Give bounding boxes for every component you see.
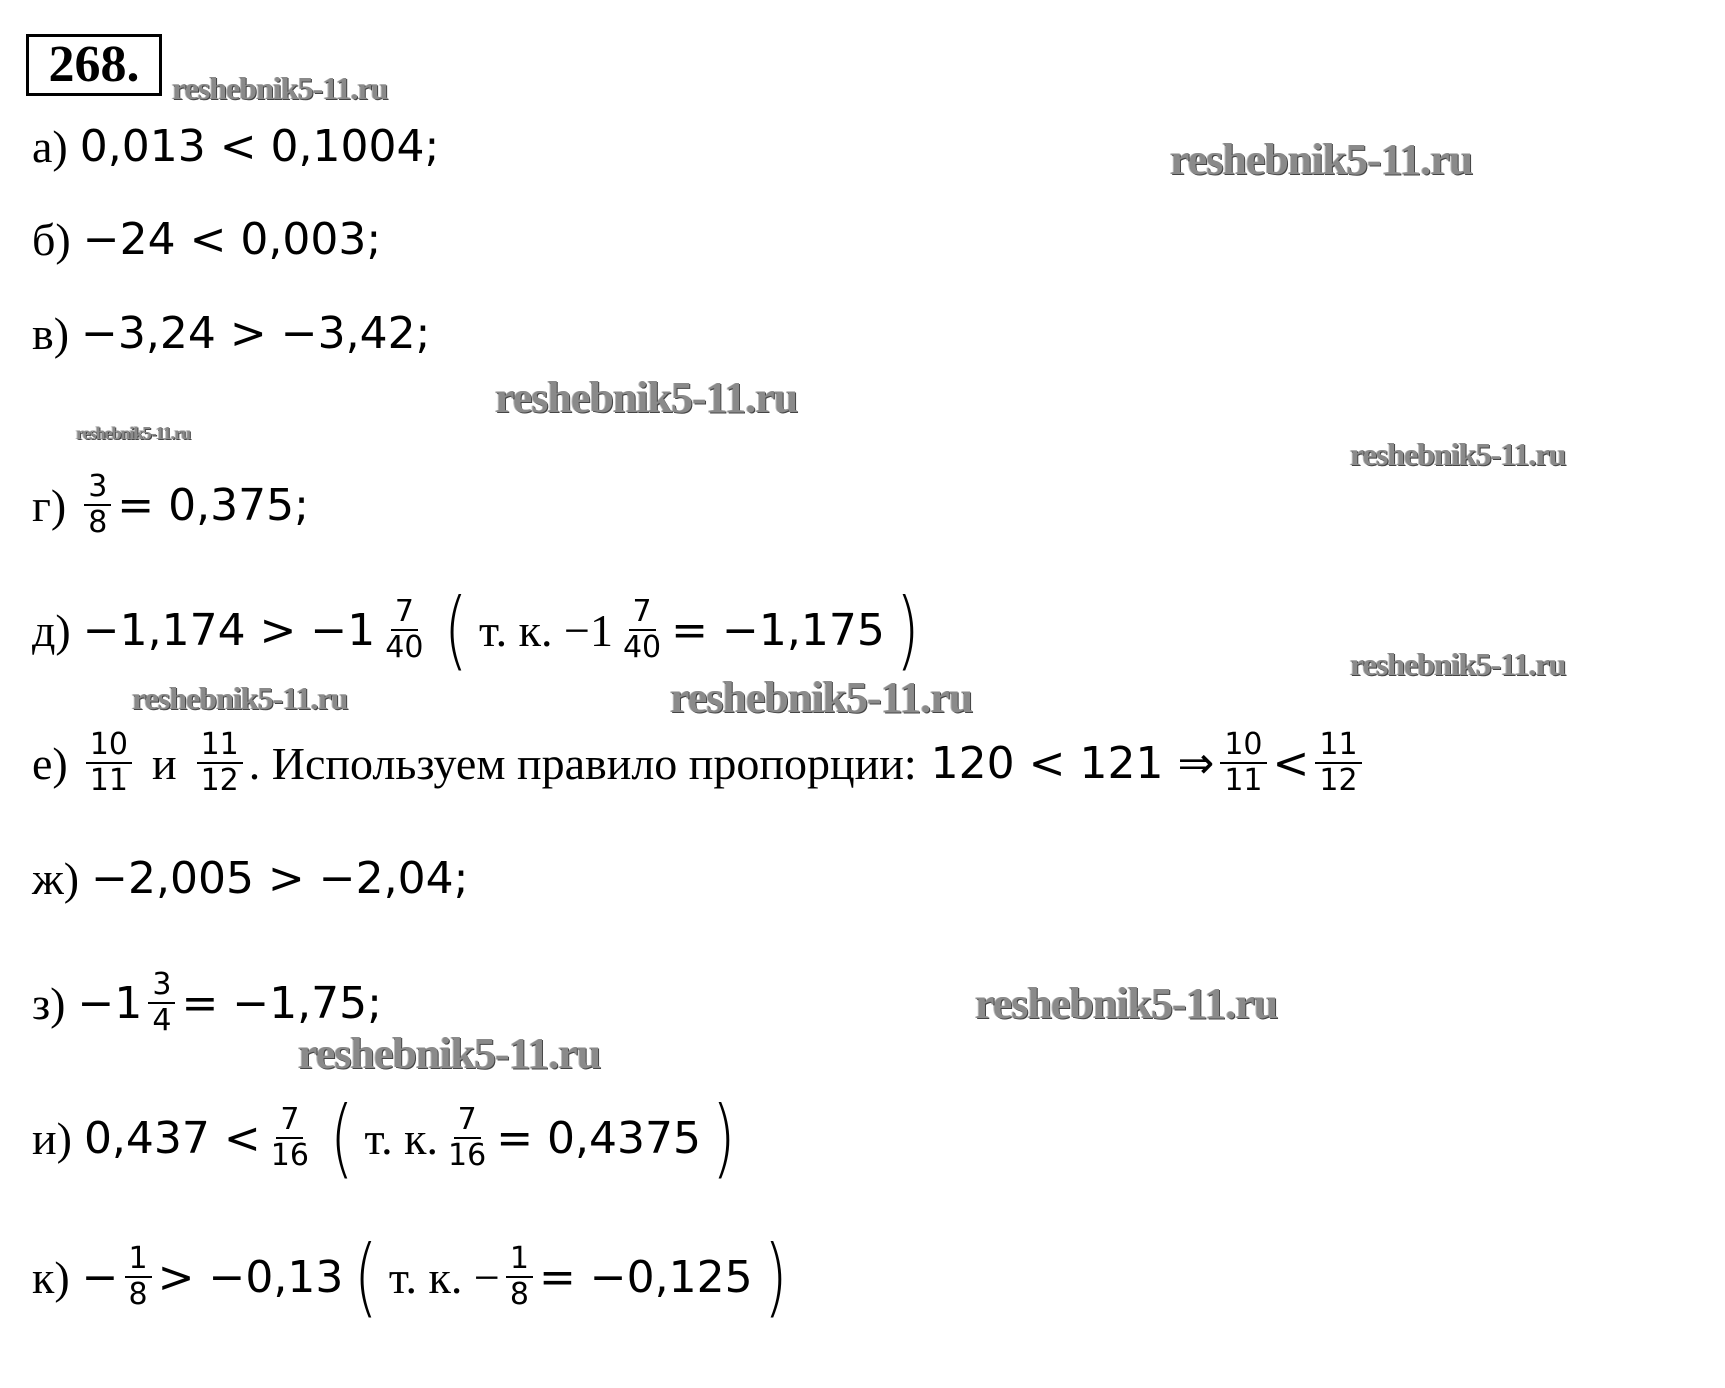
- fraction: [197, 728, 243, 798]
- item-i: [32, 1088, 747, 1188]
- fraction: [506, 1242, 533, 1312]
- watermark: reshebnik5-11.ru: [298, 1029, 601, 1078]
- item-v: [32, 303, 430, 363]
- fraction-denominator: 8: [509, 1277, 529, 1312]
- fraction: [125, 1242, 152, 1312]
- item-e: [32, 718, 1368, 808]
- watermark: reshebnik5-11.ru: [172, 70, 388, 106]
- fraction: [84, 470, 111, 540]
- fraction-numerator: 7: [391, 595, 418, 631]
- expression: −24 < 0,003;: [82, 213, 382, 265]
- fraction: [1315, 728, 1361, 798]
- watermark: reshebnik5-11.ru: [1170, 135, 1473, 184]
- fraction-numerator: 11: [197, 728, 243, 764]
- fraction: [86, 728, 132, 798]
- watermark: reshebnik5-11.ru: [1350, 646, 1566, 682]
- item-k: [32, 1227, 798, 1327]
- fraction-denominator: 11: [89, 763, 128, 798]
- open-paren: (: [354, 1227, 378, 1327]
- fraction: [444, 1103, 490, 1173]
- item-label: д): [32, 604, 71, 656]
- close-paren: ): [763, 1227, 788, 1327]
- expression: = −1,75;: [181, 977, 382, 1029]
- expression: = 0,4375: [496, 1112, 702, 1164]
- fraction-numerator: 1: [125, 1242, 152, 1278]
- item-label: в): [32, 307, 70, 359]
- fraction-numerator: 3: [84, 470, 111, 506]
- watermark: reshebnik5-11.ru: [132, 680, 348, 716]
- item-label: з): [32, 977, 66, 1029]
- close-paren: ): [895, 580, 920, 680]
- open-paren: (: [444, 580, 468, 680]
- expression: 120 < 121 ⇒: [930, 737, 1215, 789]
- fraction-denominator: 12: [200, 763, 239, 798]
- watermark: reshebnik5-11.ru: [76, 423, 191, 443]
- note-text: т. к. −1: [479, 604, 613, 656]
- fraction-denominator: 40: [622, 630, 662, 665]
- expression: = −0,125: [538, 1251, 753, 1303]
- expression: −1,174 > −1: [82, 604, 376, 656]
- watermark: reshebnik5-11.ru: [670, 673, 973, 722]
- expression: = −1,175: [671, 604, 885, 656]
- fraction-denominator: 40: [385, 630, 424, 665]
- fraction-denominator: 8: [88, 505, 108, 540]
- fraction-denominator: 16: [448, 1138, 487, 1173]
- fraction: [619, 595, 665, 665]
- fraction-denominator: 8: [128, 1277, 148, 1312]
- watermark: reshebnik5-11.ru: [975, 979, 1278, 1028]
- item-label: а): [32, 120, 68, 172]
- item-label: и): [32, 1112, 72, 1164]
- problem-number: 268.: [26, 34, 162, 96]
- item-zh: [32, 848, 468, 908]
- item-label: г): [32, 479, 67, 531]
- fraction-denominator: 11: [1224, 763, 1263, 798]
- expression: <: [1272, 737, 1310, 789]
- watermark: reshebnik5-11.ru: [495, 373, 798, 422]
- expression: 0,437 <: [83, 1112, 261, 1164]
- fraction-denominator: 4: [152, 1003, 172, 1038]
- note-text: . Используем правило пропорции:: [248, 737, 917, 789]
- fraction-numerator: 7: [629, 595, 656, 631]
- fraction-numerator: 7: [454, 1103, 481, 1139]
- expression: = 0,375;: [117, 479, 309, 531]
- expression: −: [81, 1251, 119, 1303]
- fraction: [381, 595, 427, 665]
- item-g: [32, 460, 309, 550]
- expression: > −0,13: [157, 1251, 344, 1303]
- fraction: [267, 1103, 313, 1173]
- fraction-numerator: 3: [148, 968, 175, 1004]
- item-b: [32, 209, 381, 269]
- fraction-numerator: 11: [1315, 728, 1361, 764]
- fraction-numerator: 10: [86, 728, 132, 764]
- item-label: к): [32, 1251, 70, 1303]
- fraction-numerator: 10: [1220, 728, 1266, 764]
- item-label: б): [32, 213, 71, 265]
- fraction-numerator: 7: [276, 1103, 303, 1139]
- conjunction: и: [151, 737, 177, 789]
- item-d: [32, 580, 930, 680]
- item-label: ж): [32, 852, 80, 904]
- item-label: е): [32, 737, 68, 789]
- watermark: reshebnik5-11.ru: [1350, 436, 1566, 472]
- note-text: т. к.: [364, 1112, 439, 1164]
- item-a: [32, 116, 439, 176]
- fraction-denominator: 12: [1319, 763, 1358, 798]
- fraction: [148, 968, 175, 1038]
- expression: −2,005 > −2,04;: [91, 852, 469, 904]
- expression: −3,24 > −3,42;: [81, 307, 431, 359]
- fraction-numerator: 1: [506, 1242, 533, 1278]
- close-paren: ): [712, 1088, 736, 1188]
- note-text: т. к. −: [388, 1251, 500, 1303]
- fraction: [1220, 728, 1266, 798]
- open-paren: (: [329, 1088, 354, 1188]
- expression: 0,013 < 0,1004;: [79, 120, 440, 172]
- fraction-denominator: 16: [270, 1138, 309, 1173]
- expression: −1: [77, 977, 143, 1029]
